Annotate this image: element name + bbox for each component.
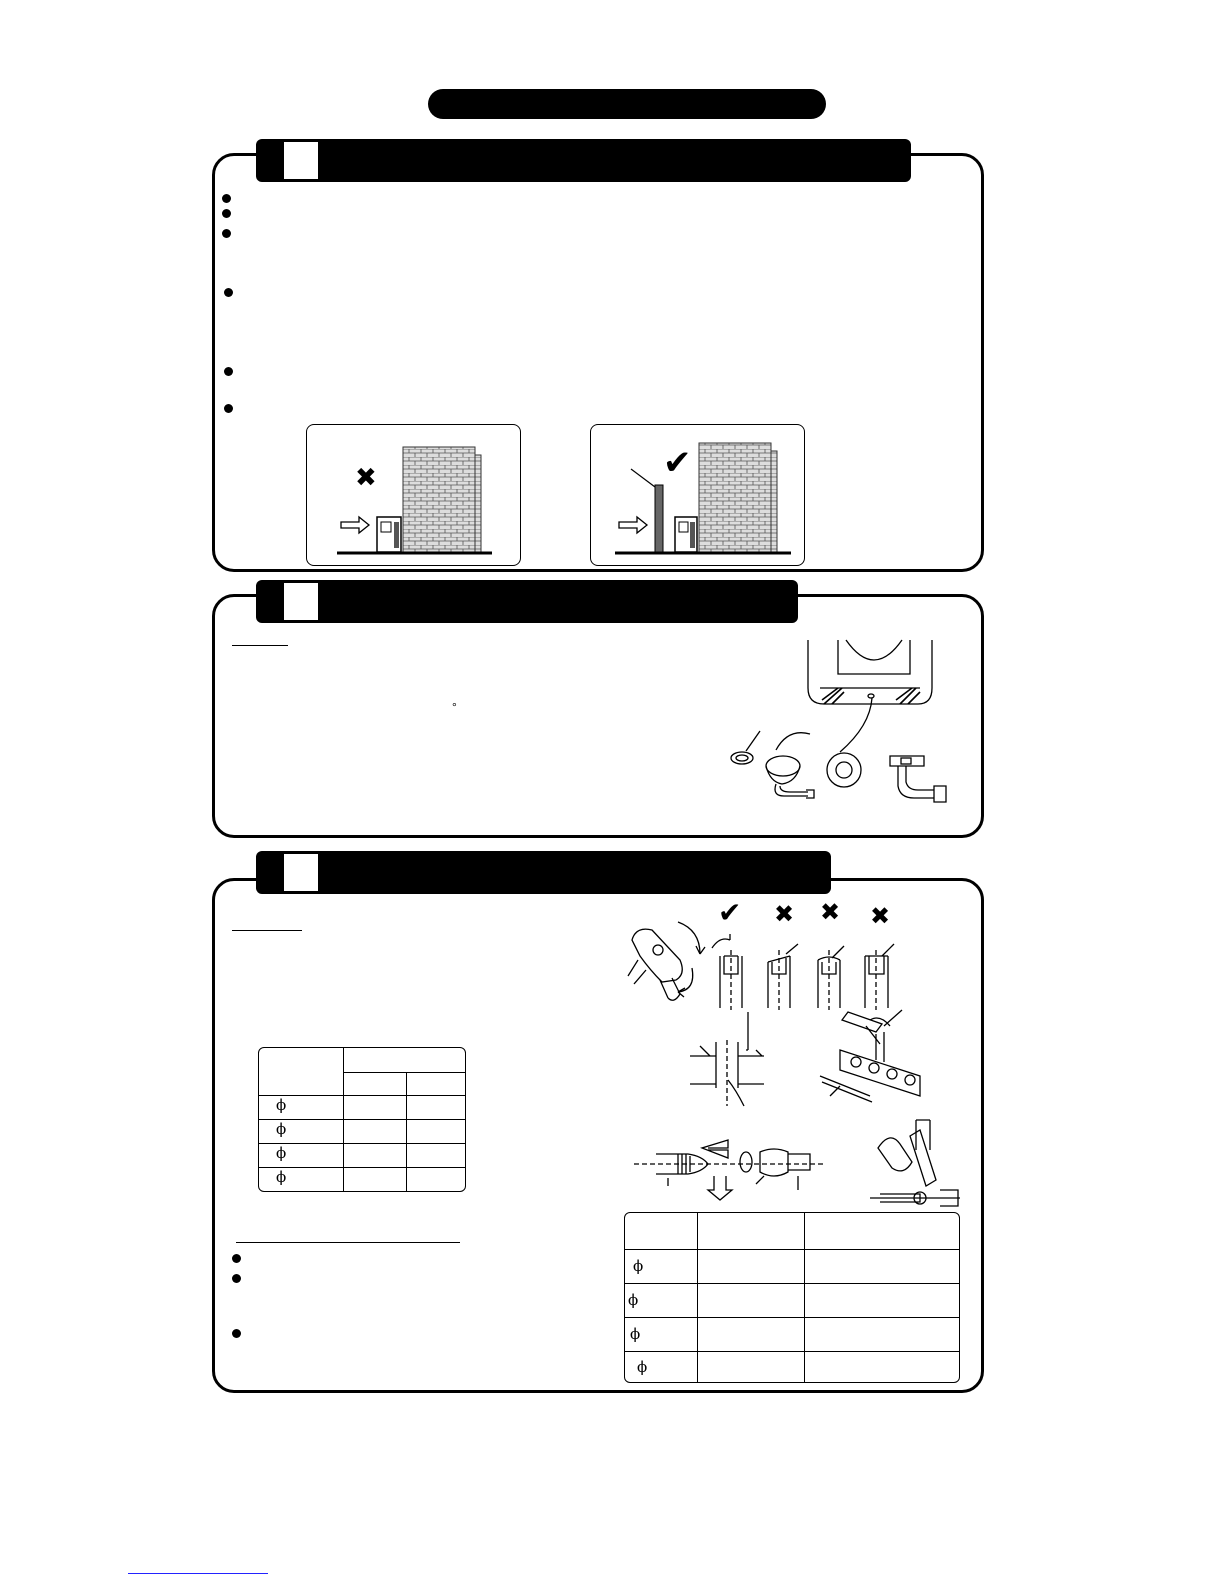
- drain-parts-figure: [720, 636, 965, 806]
- torque-row-size: ϕ: [637, 1358, 648, 1376]
- wrong-mark-icon: ✖: [774, 900, 795, 928]
- bullet: [224, 288, 233, 297]
- bullet: [232, 1254, 241, 1263]
- torque-row-size: ϕ: [628, 1291, 639, 1309]
- bullet: [232, 1329, 241, 1338]
- section-piping-header: [256, 851, 831, 894]
- torque-table: [624, 1212, 960, 1383]
- footer-link[interactable]: [128, 1573, 268, 1574]
- right-placement-drawing: [591, 425, 805, 566]
- note-underline: [232, 645, 288, 646]
- right-mark-icon: ✔: [663, 443, 692, 483]
- flare-dimension-table: [258, 1047, 466, 1192]
- section-number-box: [284, 583, 318, 620]
- section-number-box: [284, 142, 318, 179]
- section-drain-header: [256, 580, 798, 623]
- figure-wrong-placement: [306, 424, 521, 566]
- torque-row-size: ϕ: [630, 1325, 641, 1343]
- wrong-mark-icon: ✖: [355, 463, 377, 493]
- wrong-mark-icon: ✖: [820, 900, 841, 926]
- bullet: [232, 1274, 241, 1283]
- section-number-box: [284, 854, 318, 891]
- flare-row-size: ϕ: [276, 1096, 287, 1114]
- bullet: [222, 194, 231, 203]
- torque-row-size: ϕ: [633, 1257, 644, 1275]
- page-title-banner: [428, 89, 826, 119]
- wrong-mark-icon: ✖: [870, 902, 891, 930]
- bullet: [222, 209, 231, 218]
- flare-row-size: ϕ: [276, 1168, 287, 1186]
- note-underline: [232, 930, 302, 931]
- figure-right-placement: [590, 424, 805, 566]
- flare-row-size: ϕ: [276, 1144, 287, 1162]
- caution-underline: [236, 1242, 460, 1243]
- bullet: [224, 367, 233, 376]
- bullet: [222, 229, 231, 238]
- bullet: [224, 404, 233, 413]
- section-placement-header: [256, 139, 911, 182]
- degree-symbol: °: [452, 700, 457, 714]
- wrong-placement-drawing: [307, 425, 521, 566]
- flare-row-size: ϕ: [276, 1120, 287, 1138]
- right-mark-icon: ✔: [718, 900, 742, 929]
- pipe-cutting-figure: [620, 900, 965, 1220]
